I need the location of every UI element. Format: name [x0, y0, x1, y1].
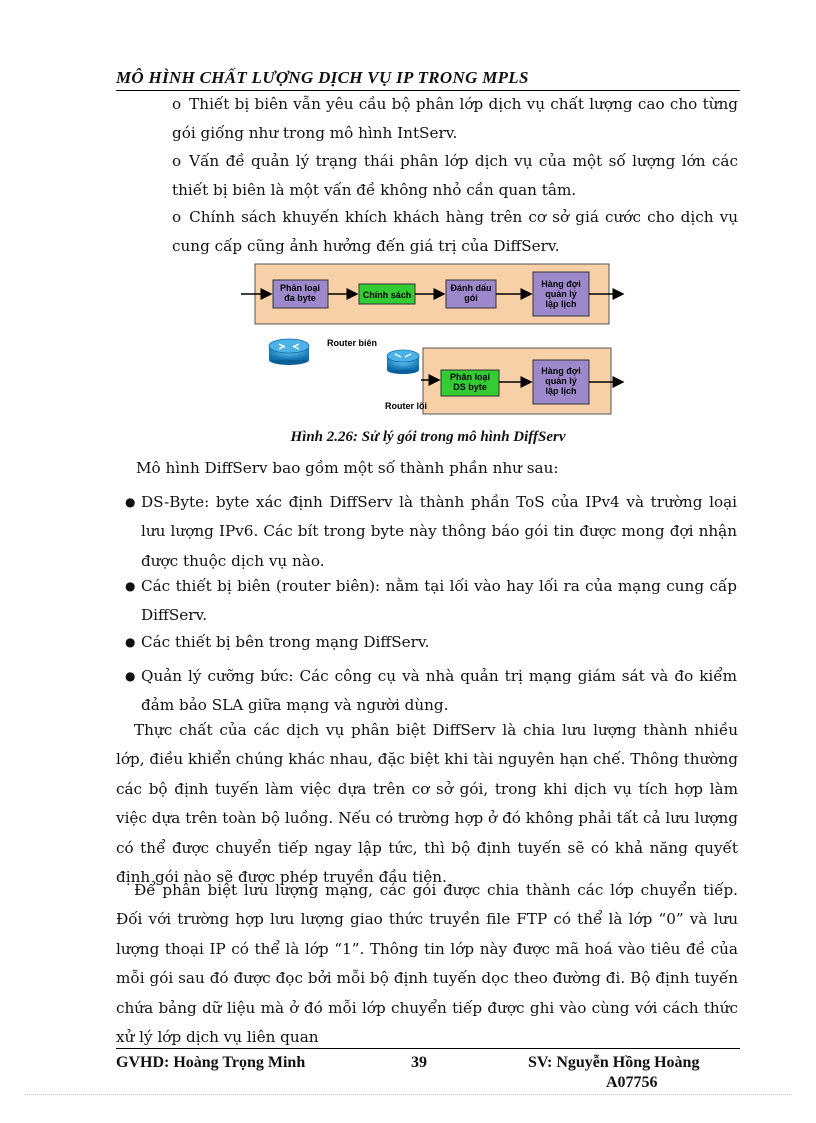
bullet-item-2 — [125, 572, 737, 631]
sub-item-text: Vấn đề quản lý trạng thái phân lớp dịch vụ của một số lượng lớn các thiết bị biên là một vấn đề không nhỏ cần quan tâm. — [172, 152, 738, 200]
bullet-dot: ● — [125, 669, 136, 683]
bullet-item-3 — [125, 628, 737, 657]
box-label-line: Hàng đợi — [541, 279, 581, 289]
box-label-line: Phân loại — [279, 283, 321, 293]
page-header-title: MÔ HÌNH CHẤT LƯỢNG DỊCH VỤ IP TRONG MPLS — [116, 68, 529, 87]
edge-router-icon — [269, 339, 309, 365]
box-label-line: Đánh dấu — [450, 283, 492, 293]
box-label-line: Hàng đợi — [541, 366, 581, 376]
footer-student-id: A07756 — [606, 1074, 658, 1091]
router-edge-label: Router biên — [327, 338, 378, 348]
box-label-line: DS byte — [453, 382, 487, 392]
sub-item-3 — [172, 203, 738, 262]
paragraph-2: Để phân biệt lưu lượng mạng, các gói được chia thành các lớp chuyển tiếp. Đối với trường hợp lưu lượng giao thức truyền file FTP có thể là lớp “0” và lưu lượng thoại IP có thể là lớp “1”. Thông tin lớp này được mã hoá vào tiêu đề của mỗi gói sau đó được đọc bởi mỗi bộ định tuyến dọc theo đường đi. Bộ định tuyến chứa bảng dữ liệu mà ở đó mỗi lớp chuyển tiếp được ghi vào cùng với cách thức xử lý lớp dịch vụ liên quan — [116, 881, 738, 1047]
footer-rule — [116, 1048, 740, 1049]
box-label — [541, 366, 580, 396]
box-label-line: gói — [464, 293, 478, 303]
figure-caption: Hình 2.26: Sử lý gói trong mô hình DiffServ — [290, 429, 566, 445]
sub-item-2 — [172, 147, 738, 206]
paragraph-1: Thực chất của các dịch vụ phân biệt DiffServ là chia lưu lượng thành nhiều lớp, điều khiển chúng khác nhau, đặc biệt khi tài nguyên hạn chế. Thông thường các bộ định tuyến làm việc dựa trên cơ sở gói, trong khi dịch vụ tích hợp làm việc dựa trên toàn bộ luồng. Nếu có trường hợp ở đó không phải tất cả lưu lượng có thể được chuyển tiếp ngay lập tức, thì bộ định tuyến sẽ có khả năng quyết định gói nào sẽ được phép truyền đầu tiên. — [116, 721, 738, 887]
box-label-line: lập lịch — [545, 386, 577, 396]
router-core-label: Router lõi — [385, 401, 427, 411]
sub-item-1 — [172, 90, 738, 149]
bullet-text: Các thiết bị biên (router biên): nằm tại lối vào hay lối ra của mạng cung cấp DiffServ. — [141, 577, 737, 625]
footer-advisor: GVHD: Hoàng Trọng Minh — [116, 1054, 306, 1071]
list-marker: o — [172, 208, 182, 226]
list-marker: o — [172, 95, 182, 113]
box-label — [280, 283, 320, 303]
box-label-line: lập lịch — [545, 299, 577, 309]
bullet-dot: ● — [125, 635, 136, 649]
diffserv-figure — [233, 262, 633, 422]
box-label — [450, 372, 490, 392]
footer-page-number: 39 — [411, 1054, 427, 1071]
intro-text: Mô hình DiffServ bao gồm một số thành phần như sau: — [136, 459, 559, 477]
page-edge-dotted-line — [24, 1094, 792, 1095]
core-router-icon — [387, 350, 419, 374]
sub-item-text: Chính sách khuyến khích khách hàng trên cơ sở giá cước cho dịch vụ cung cấp cũng ảnh hưởng đến giá trị của DiffServ. — [172, 208, 738, 256]
box-label-line: quản lý — [545, 376, 577, 386]
list-marker: o — [172, 152, 182, 170]
box-label: Chính sách — [362, 290, 412, 300]
bullet-text: Quản lý cưỡng bức: Các công cụ và nhà quản trị mạng giám sát và đo kiểm đảm bảo SLA giữa mạng và người dùng. — [141, 667, 737, 715]
bullet-item-4 — [125, 662, 737, 721]
box-label-line: đa byte — [284, 293, 316, 303]
box-label-line: quản lý — [545, 289, 577, 299]
box-label — [541, 279, 580, 309]
box-label-line: Phân loại — [449, 372, 491, 382]
sub-item-text: Thiết bị biên vẫn yêu cầu bộ phân lớp dịch vụ chất lượng cao cho từng gói giống như trong mô hình IntServ. — [172, 95, 738, 143]
bullet-item-1 — [125, 488, 737, 576]
bullet-text: DS-Byte: byte xác định DiffServ là thành phần ToS của IPv4 và trường loại lưu lượng IPv6. Các bít trong byte này thông báo gói tin được mong đợi nhận được thuộc dịch vụ nào. — [141, 493, 737, 570]
footer-student: SV: Nguyễn Hồng Hoàng — [528, 1054, 700, 1071]
bullet-dot: ● — [125, 495, 136, 509]
bullet-dot: ● — [125, 579, 136, 593]
bullet-text: Các thiết bị bên trong mạng DiffServ. — [141, 633, 430, 651]
